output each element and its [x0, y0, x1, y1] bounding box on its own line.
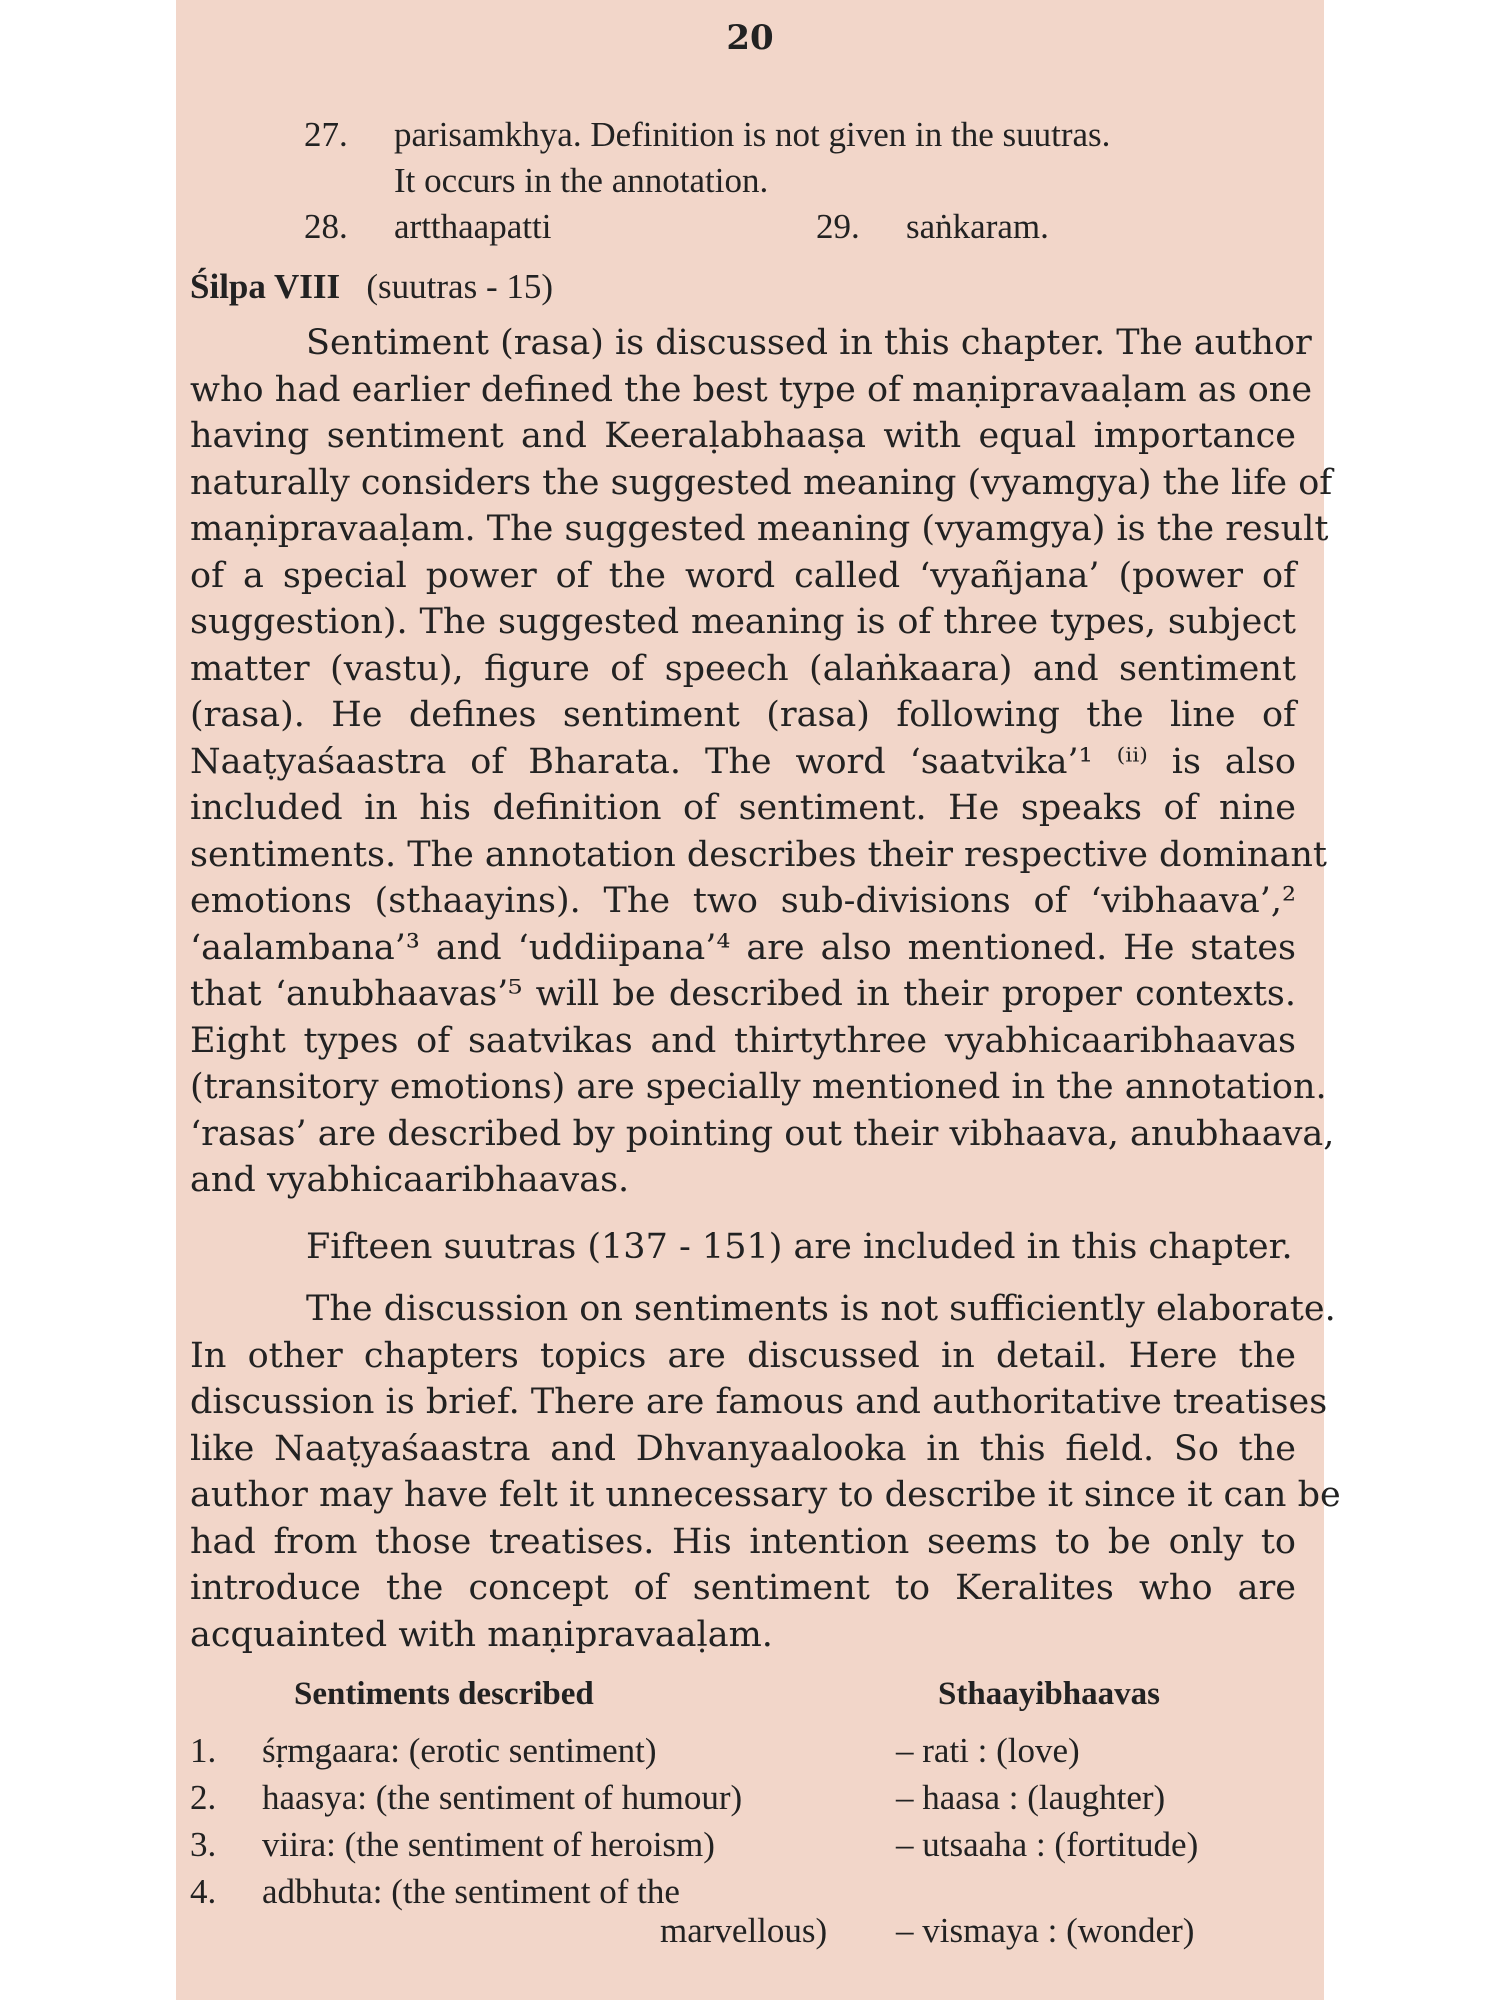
- text-line: (rasa). He defines sentiment (rasa) following the line of: [190, 695, 1296, 735]
- text-line: Fifteen suutras (137 - 151) are included in this chapter.: [306, 1227, 1293, 1267]
- text-line: discussion is brief. There are famous and authoritative treatises: [190, 1382, 1328, 1422]
- text-line: Naaṭyaśaastra of Bharata. The word ‘saatvika’¹ ⁽ⁱⁱ⁾ is also: [190, 741, 1296, 782]
- text-line: had from those treatises. His intention seems to be only to: [190, 1521, 1296, 1562]
- list-text: It occurs in the annotation.: [394, 161, 769, 200]
- list-text: saṅkaram.: [906, 207, 1049, 246]
- table-row: [190, 1822, 1310, 1868]
- text-line: In other chapters topics are discussed in detail. Here the: [190, 1335, 1296, 1376]
- text-line: who had earlier defined the best type of maṇipravaaḷam as one: [190, 369, 1313, 410]
- row-number: 2.: [190, 1778, 217, 1817]
- row-dominant: – rati : (love): [896, 1731, 1080, 1770]
- text-line: acquainted with maṇipravaaḷam.: [190, 1614, 773, 1655]
- row-number: 3.: [190, 1825, 217, 1864]
- row-sentiment: adbhuta: (the sentiment of the: [262, 1872, 680, 1911]
- book-page: [176, 0, 1341, 2000]
- list-text: artthaapatti: [394, 207, 552, 246]
- chapter-title: Śilpa VIII: [190, 267, 341, 306]
- text-line: suggestion). The suggested meaning is of three types, subject: [190, 602, 1296, 642]
- text-line: (transitory emotions) are specially mentioned in the annotation.: [190, 1067, 1327, 1107]
- row-sentiment: viira: (the sentiment of heroism): [262, 1825, 715, 1864]
- chapter-subtitle: (suutras - 15): [366, 267, 554, 306]
- row-dominant: – vismaya : (wonder): [896, 1911, 1195, 1950]
- text-line: ‘aalambana’³ and ‘uddiipana’⁴ are also mentioned. He states: [190, 927, 1296, 968]
- text-line: maṇipravaaḷam. The suggested meaning (vyamgya) is the result: [190, 509, 1329, 549]
- list-text: parisamkhya. Definition is not given in the suutras.: [394, 115, 1111, 154]
- text-line: included in his definition of sentiment. He speaks of nine: [190, 788, 1296, 828]
- text-line: of a special power of the word called ‘vyañjana’ (power of: [190, 555, 1296, 596]
- row-sentiment: haasya: (the sentiment of humour): [262, 1778, 743, 1817]
- list-number: 29.: [816, 207, 860, 246]
- text-line: Eight types of saatvikas and thirtythree vyabhicaaribhaavas: [190, 1020, 1296, 1061]
- row-sentiment-continued: marvellous): [660, 1911, 828, 1950]
- text-line: naturally considers the suggested meaning (vyamgya) the life of: [190, 462, 1333, 503]
- list-item: [304, 112, 1306, 158]
- row-dominant: – utsaaha : (fortitude): [896, 1825, 1199, 1864]
- list-item: [304, 204, 1306, 250]
- text-line: introduce the concept of sentiment to Keralites who are: [190, 1568, 1296, 1608]
- row-number: 4.: [190, 1872, 217, 1911]
- chapter-heading: [190, 264, 553, 310]
- table-header-sthaayibhaavas: Sthaayibhaavas: [938, 1676, 1160, 1712]
- text-line: like Naaṭyaśaastra and Dhvanyaalooka in this field. So the: [190, 1428, 1296, 1469]
- row-sentiment: śṛmgaara: (erotic sentiment): [262, 1731, 657, 1770]
- text-line: that ‘anubhaavas’⁵ will be described in their proper contexts.: [190, 974, 1296, 1014]
- table-row: [190, 1775, 1310, 1821]
- paragraph-3: [190, 1286, 1341, 1658]
- text-line: sentiments. The annotation describes their respective dominant: [190, 834, 1327, 875]
- paragraph-2: [190, 1224, 1296, 1271]
- table-row-continuation: [190, 1908, 1310, 1954]
- top-list: [304, 112, 1306, 250]
- page-number: 20: [726, 18, 774, 58]
- row-dominant: – haasa : (laughter): [896, 1778, 1166, 1817]
- row-number: 1.: [190, 1731, 217, 1770]
- text-line: Sentiment (rasa) is discussed in this chapter. The author: [306, 323, 1312, 363]
- text-line: and vyabhicaaribhaavas.: [190, 1160, 630, 1200]
- table-row: [190, 1728, 1310, 1774]
- text-line: ‘rasas’ are described by pointing out their vibhaava, anubhaava,: [190, 1113, 1335, 1154]
- text-line: having sentiment and Keeraḷabhaaṣa with equal importance: [190, 416, 1296, 456]
- list-item-continuation: [304, 158, 1306, 204]
- text-line: emotions (sthaayins). The two sub-divisions of ‘vibhaava’,²: [190, 881, 1296, 921]
- table-header-sentiments: Sentiments described: [294, 1676, 594, 1712]
- text-line: matter (vastu), figure of speech (alaṅkaara) and sentiment: [190, 648, 1296, 689]
- text-line: author may have felt it unnecessary to describe it since it can be: [190, 1475, 1341, 1515]
- paragraph-1: [190, 320, 1335, 1204]
- list-number: 27.: [304, 115, 348, 154]
- text-line: The discussion on sentiments is not sufficiently elaborate.: [306, 1289, 1336, 1329]
- list-number: 28.: [304, 207, 348, 246]
